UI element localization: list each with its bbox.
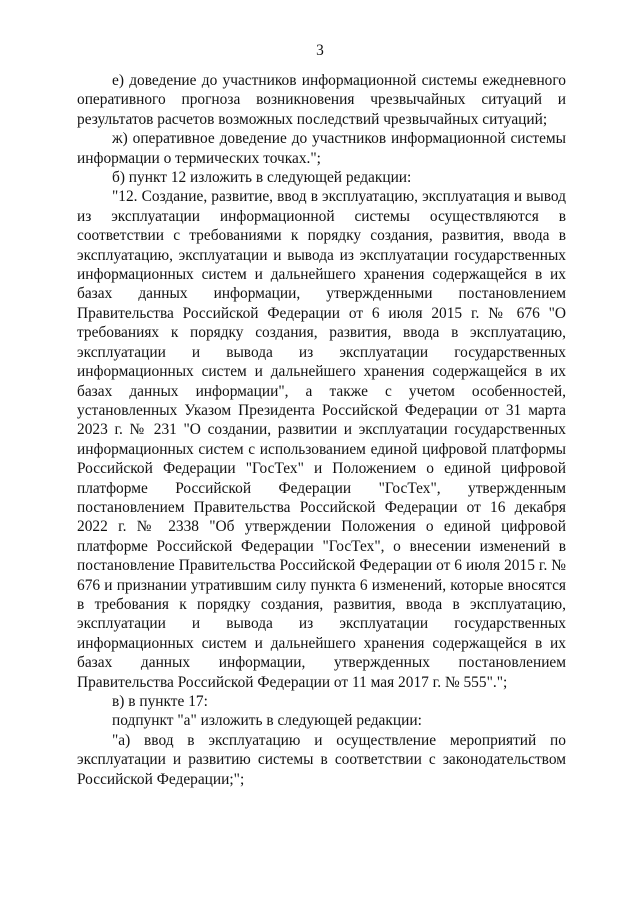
paragraph-item-e: е) доведение до участников информационной системы ежедневного оперативного прогноза возникновения чрезвычайных ситуаций и результатов расчетов возможных последствий чрезвычайных ситуаций; — [77, 72, 566, 128]
paragraph-item-zh: ж) оперативное доведение до участников информационной системы информации о термических точках."; — [77, 130, 566, 167]
paragraph-clause-12: "12. Создание, развитие, ввод в эксплуатацию, эксплуатация и вывод из эксплуатации информационной системы осуществляются в соответствии с требованиями к порядку создания, развития, ввода в эксплуатацию, эксплуатации и вывода из эксплуатации государственных информационных систем и дальнейшего хранения содержащейся в их базах данных информации, утвержденными постановлением Правительства Российской Федерации от 6 июля 2015 г. № 676 "О требованиях к порядку создания, развития, ввода в эксплуатацию, эксплуатации и вывода из эксплуатации государственных информационных систем и дальнейшего хранения содержащейся в их базах данных информации", а также с учетом особенностей, установленных Указом Президента Российской Федерации от 31 марта 2023 г. № 231 "О создании, развитии и эксплуатации государственных информационных систем с использованием единой цифровой платформы Российской Федерации "ГосТех" и Положением о единой цифровой платформе Российской Федерации "ГосТех", утвержденным постановлением Правительства Российской Федерации от 16 декабря 2022 г. № 2338 "Об утверждении Положения о единой цифровой платформе Российской Федерации "ГосТех", о внесении изменений в постановление Правительства Российской Федерации от 6 июля 2015 г. № 676 и признании утратившим силу пункта 6 изменений, которые вносятся в требования к порядку создания, развития, ввода в эксплуатацию, эксплуатации и вывода из эксплуатации государственных информационных систем и дальнейшего хранения содержащейся в их базах данных информации, утвержденных постановлением Правительства Российской Федерации от 11 мая 2017 г. № 555"."; — [77, 188, 566, 691]
paragraph-subitem-a-intro: подпункт "а" изложить в следующей редакции: — [112, 712, 422, 730]
page-number: 3 — [316, 42, 324, 59]
paragraph-item-b: б) пункт 12 изложить в следующей редакции: — [112, 169, 412, 187]
paragraph-item-v: в) в пункте 17: — [112, 693, 208, 710]
paragraph-subitem-a-text: "а) ввод в эксплуатацию и осуществление мероприятий по эксплуатации и развитию системы в соответствии с законодательством Российской Федерации;"; — [77, 731, 566, 788]
document-body — [77, 71, 566, 789]
